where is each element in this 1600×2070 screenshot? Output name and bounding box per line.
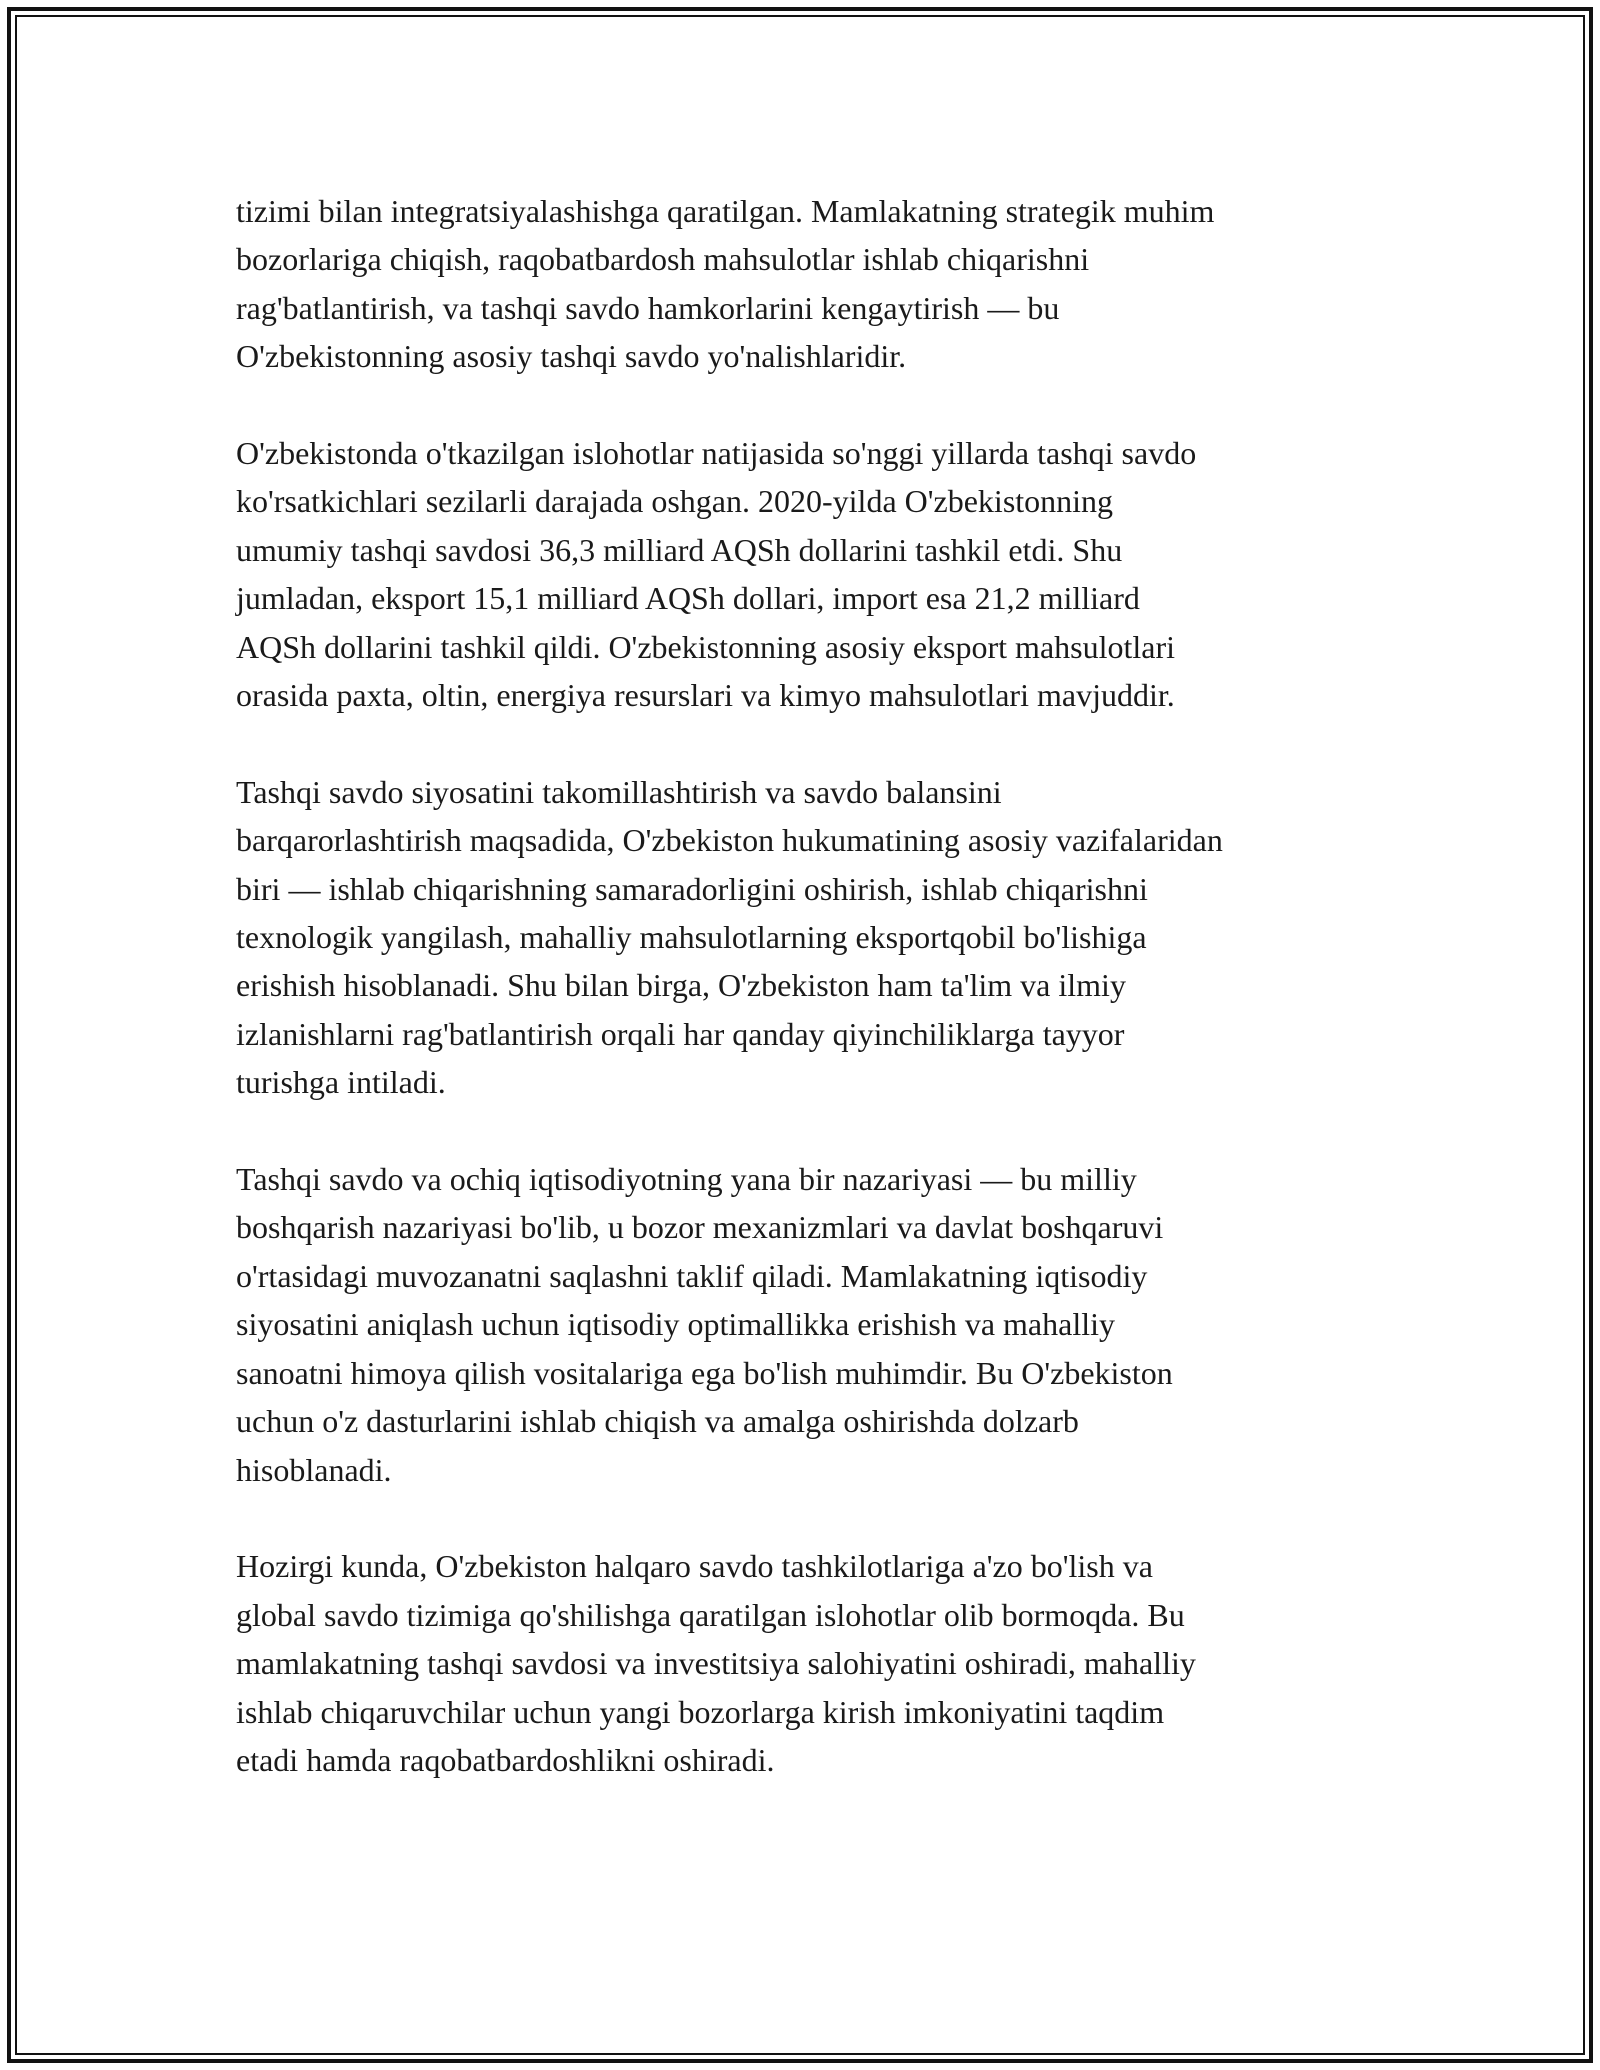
text-line: Tashqi savdo siyosatini takomillashtirish va savdo balansini — [236, 773, 1002, 810]
text-line: jumladan, eksport 15,1 milliard AQSh dollari, import esa 21,2 milliard — [236, 580, 1140, 617]
text-line: bozorlariga chiqish, raqobatbardosh mahsulotlar ishlab chiqarishni — [236, 241, 1090, 278]
text-line: ishlab chiqaruvchilar uchun yangi bozorlarga kirish imkoniyatini taqdim — [236, 1693, 1165, 1730]
paragraph — [236, 429, 1376, 719]
text-line: erishish hisoblanadi. Shu bilan birga, O'zbekiston ham ta'lim va ilmiy — [236, 967, 1126, 1004]
text-line: sanoatni himoya qilish vositalariga ega bo'lish muhimdir. Bu O'zbekiston — [236, 1354, 1173, 1391]
text-line: boshqarish nazariyasi bo'lib, u bozor mexanizmlari va davlat boshqaruvi — [236, 1209, 1164, 1246]
text-line: tizimi bilan integratsiyalashishga qaratilgan. Mamlakatning strategik muhim — [236, 193, 1215, 229]
paragraph — [236, 187, 1376, 381]
text-line: mamlakatning tashqi savdosi va investitsiya salohiyatini oshiradi, mahalliy — [236, 1645, 1196, 1682]
text-line: Hozirgi kunda, O'zbekiston halqaro savdo tashkilotlariga a'zo bo'lish va — [236, 1548, 1153, 1585]
text-line: hisoblanadi. — [236, 1451, 392, 1488]
text-line: texnologik yangilash, mahalliy mahsulotlarning eksportqobil bo'lishiga — [236, 919, 1147, 956]
text-line: rag'batlantirish, va tashqi savdo hamkorlarini kengaytirish — bu — [236, 289, 1060, 326]
text-line: uchun o'z dasturlarini ishlab chiqish va amalga oshirishda dolzarb — [236, 1403, 1079, 1440]
text-line: o'rtasidagi muvozanatni saqlashni taklif qiladi. Mamlakatning iqtisodiy — [236, 1257, 1148, 1294]
text-line: orasida paxta, oltin, energiya resurslari va kimyo mahsulotlari mavjuddir. — [236, 677, 1175, 714]
text-line: umumiy tashqi savdosi 36,3 milliard AQSh dollarini tashkil etdi. Shu — [236, 531, 1123, 568]
document-body — [236, 187, 1376, 1833]
text-line: Tashqi savdo va ochiq iqtisodiyotning yana bir nazariyasi — bu milliy — [236, 1161, 1137, 1198]
text-line: barqarorlashtirish maqsadida, O'zbekiston hukumatining asosiy vazifalaridan — [236, 822, 1223, 859]
paragraph — [236, 768, 1376, 1107]
paragraph — [236, 1155, 1376, 1494]
text-line: O'zbekistonning asosiy tashqi savdo yo'nalishlaridir. — [236, 338, 907, 375]
text-line: izlanishlarni rag'batlantirish orqali har qanday qiyinchiliklarga tayyor — [236, 1015, 1125, 1052]
text-line: global savdo tizimiga qo'shilishga qaratilgan islohotlar olib bormoqda. Bu — [236, 1596, 1185, 1633]
text-line: AQSh dollarini tashkil qildi. O'zbekistonning asosiy eksport mahsulotlari — [236, 628, 1176, 665]
text-line: O'zbekistonda o'tkazilgan islohotlar natijasida so'nggi yillarda tashqi savdo — [236, 435, 1197, 472]
text-line: siyosatini aniqlash uchun iqtisodiy optimallikka erishish va mahalliy — [236, 1306, 1115, 1343]
text-line: ko'rsatkichlari sezilarli darajada oshgan. 2020-yilda O'zbekistonning — [236, 483, 1114, 520]
text-line: etadi hamda raqobatbardoshlikni oshiradi. — [236, 1741, 775, 1778]
text-line: biri — ishlab chiqarishning samaradorligini oshirish, ishlab chiqarishni — [236, 870, 1148, 907]
paragraph — [236, 1542, 1376, 1784]
text-line: turishga intiladi. — [236, 1064, 446, 1101]
